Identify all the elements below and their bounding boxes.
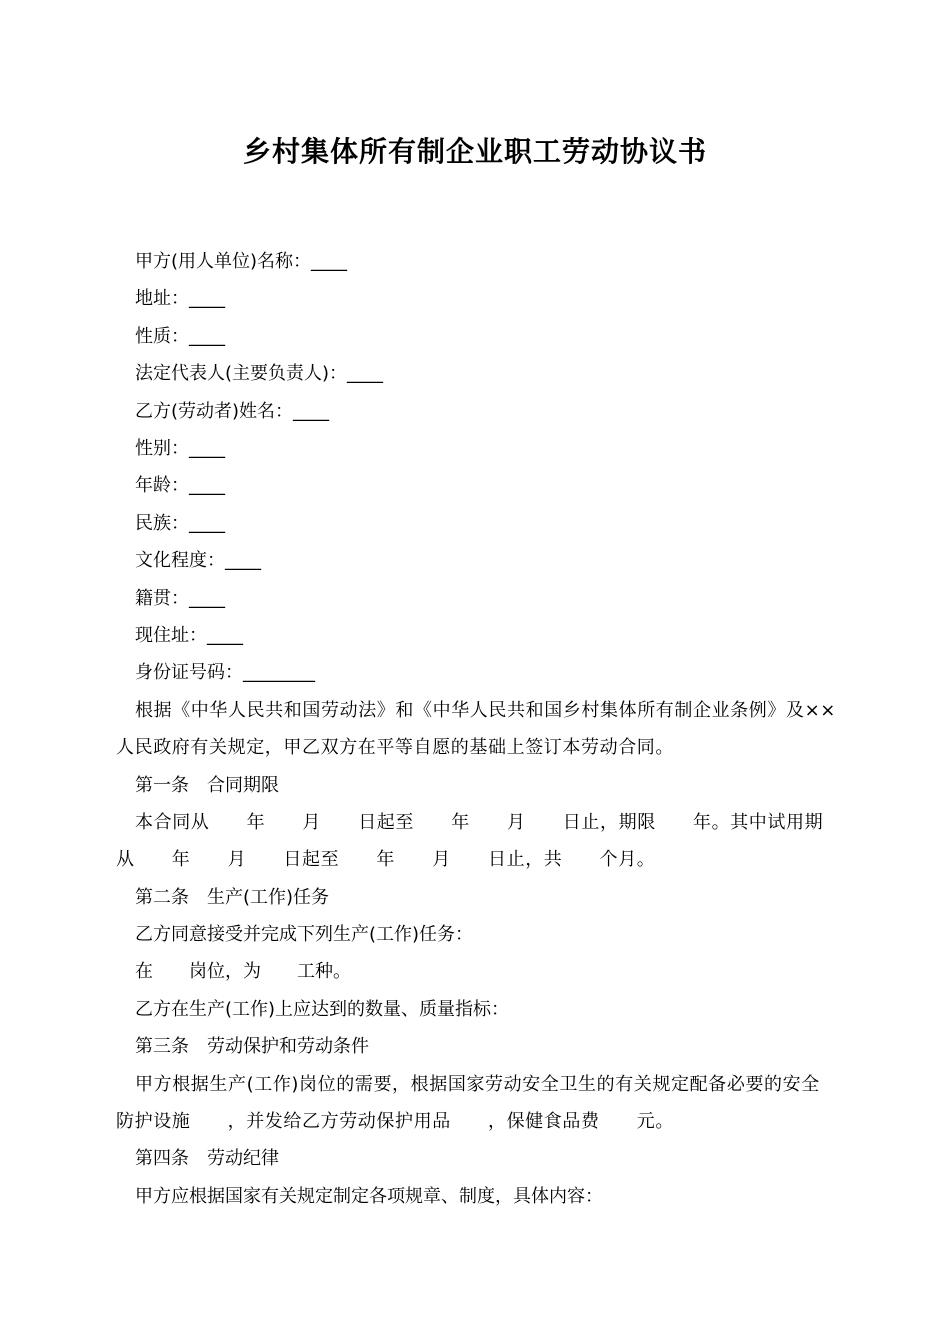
- field-education: 文化程度：____: [135, 550, 261, 572]
- article-2-line-1: 乙方同意接受并完成下列生产(工作)任务：: [135, 924, 474, 946]
- field-legal-representative: 法定代表人(主要负责人)：____: [135, 363, 384, 385]
- field-party-a-name: 甲方(用人单位)名称：____: [135, 251, 348, 272]
- article-3-heading: 第三条 劳动保护和劳动条件: [135, 1036, 369, 1058]
- field-gender: 性别：____: [135, 437, 225, 459]
- field-id-number: 身份证号码：________: [135, 662, 315, 684]
- article-4-heading: 第四条 劳动纪律: [135, 1148, 279, 1170]
- field-current-address: 现住址：____: [135, 624, 243, 646]
- field-age: 年龄：____: [135, 475, 225, 497]
- article-2-line-2: 在 岗位，为 工种。: [135, 961, 351, 983]
- article-2-heading: 第二条 生产(工作)任务: [135, 886, 330, 908]
- article-4-text: 甲方应根据国家有关规定制定各项规章、制度，具体内容：: [135, 1185, 603, 1207]
- field-address: 地址：____: [135, 288, 225, 310]
- field-nature: 性质：____: [135, 325, 225, 347]
- document-body: [116, 243, 836, 1215]
- article-1-heading: 第一条 合同期限: [135, 774, 279, 796]
- preamble-paragraph: 根据《中华人民共和国劳动法》和《中华人民共和国乡村集体所有制企业条例》及××人民政府有关规定，甲乙双方在平等自愿的基础上签订本劳动合同。: [116, 699, 836, 759]
- document-title: 乡村集体所有制企业职工劳动协议书: [242, 135, 707, 168]
- article-1-text: 本合同从 年 月 日起至 年 月 日止，期限 年。其中试用期从 年 月 日起至 年 月 日止，共 个月。: [116, 811, 824, 871]
- field-native-place: 籍贯：____: [135, 587, 225, 609]
- article-2-line-3: 乙方在生产(工作)上应达到的数量、质量指标：: [135, 998, 510, 1020]
- article-3-text: 甲方根据生产(工作)岗位的需要，根据国家劳动安全卫生的有关规定配备必要的安全防护设施 ，并发给乙方劳动保护用品 ，保健食品费 元。: [116, 1073, 820, 1133]
- field-ethnicity: 民族：____: [135, 512, 225, 534]
- field-party-b-name: 乙方(劳动者)姓名：____: [135, 400, 330, 422]
